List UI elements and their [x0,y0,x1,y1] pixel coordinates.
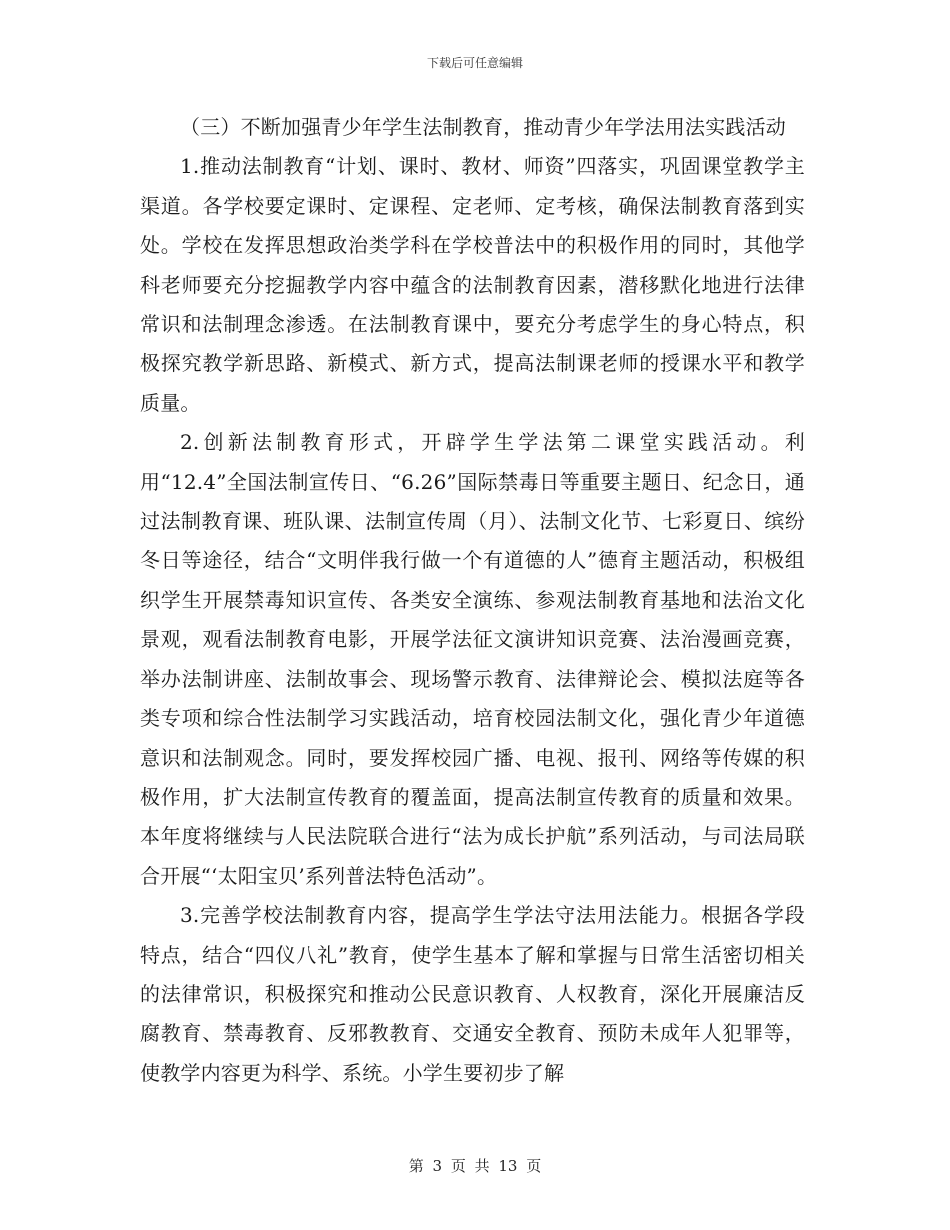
paragraph: 3.完善学校法制教育内容，提高学生学法守法用法能力。根据各学段特点，结合“四仪八礼”教育，使学生基本了解和掌握与日常生活密切相关的法律常识，积极探究和推动公民意识教育、人权教育，深化开展廉洁反腐教育、禁毒教育、反邪教教育、交通安全教育、预防未成年人犯罪等，使教学内容更为科学、系统。小学生要初步了解 [140,903,805,1085]
page-header: 下载后可任意编辑 [426,56,523,70]
document-body [140,108,805,1093]
paragraph: 2.创新法制教育形式，开辟学生学法第二课堂实践活动。利用“12.4”全国法制宣传日、“6.26”国际禁毒日等重要主题日、纪念日，通过法制教育课、班队课、法制宣传周（月）、法制文化节、七彩夏日、缤纷冬日等途径，结合“文明伴我行做一个有道德的人”德育主题活动，积极组织学生开展禁毒知识宣传、各类安全演练、参观法制教育基地和法治文化景观，观看法制教育电影，开展学法征文演讲知识竞赛、法治漫画竞赛，举办法制讲座、法制故事会、现场警示教育、法律辩论会、模拟法庭等各类专项和综合性法制学习实践活动，培育校园法制文化，强化青少年道德意识和法制观念。同时，要发挥校园广播、电视、报刊、网络等传媒的积极作用，扩大法制宣传教育的覆盖面，提高法制宣传教育的质量和效果。本年度将继续与人民法院联合进行“法为成长护航”系列活动，与司法局联合开展“‘太阳宝贝’系列普法特色活动”。 [140,430,805,888]
section-heading: （三）不断加强青少年学生法制教育，推动青少年学法用法实践活动 [180,115,786,139]
page-number-footer: 第 3 页 共 13 页 [408,1157,542,1175]
paragraph: 1.推动法制教育“计划、课时、教材、师资”四落实，巩固课堂教学主渠道。各学校要定课时、定课程、定老师、定考核，确保法制教育落到实处。学校在发挥思想政治类学科在学校普法中的积极作用的同时，其他学科老师要充分挖掘教学内容中蕴含的法制教育因素，潜移默化地进行法律常识和法制理念渗透。在法制教育课中，要充分考虑学生的身心特点，积极探究教学新思路、新模式、新方式，提高法制课老师的授课水平和教学质量。 [140,154,805,415]
